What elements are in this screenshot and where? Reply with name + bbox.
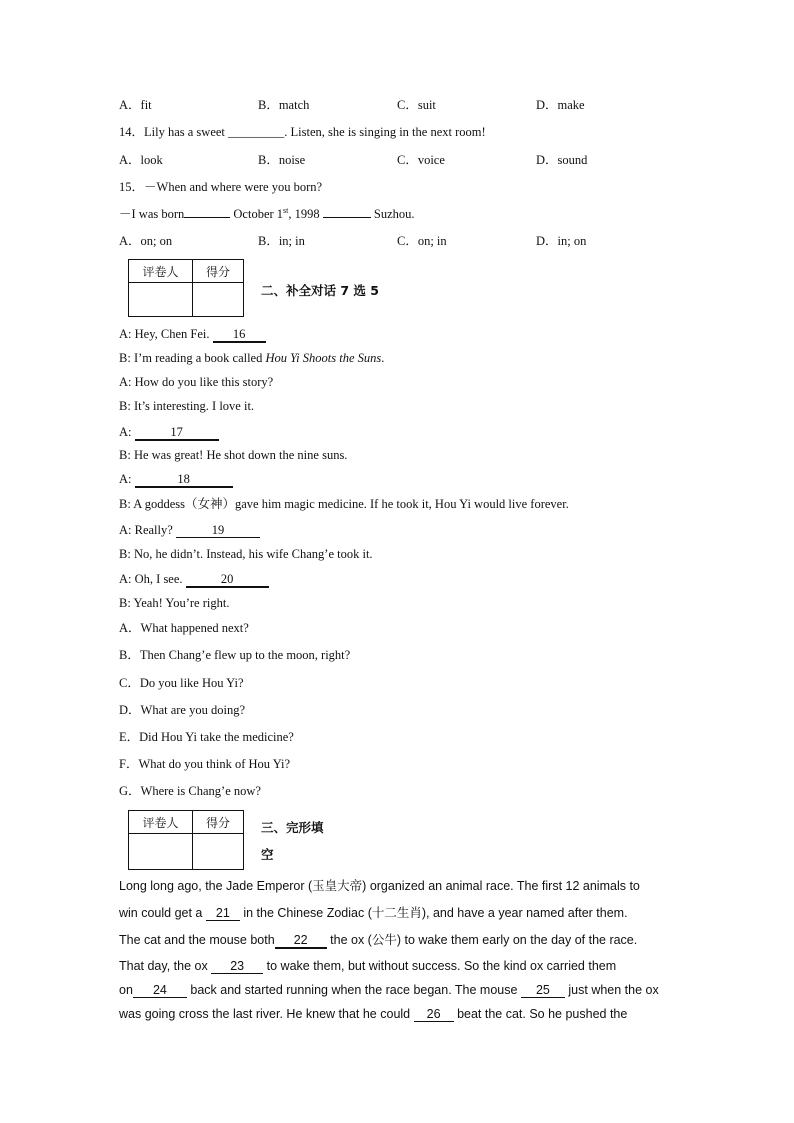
passage-line-2 [119, 905, 664, 921]
passage-text: win could get a [119, 906, 206, 920]
dialogue-text: Hey, Chen Fei. [134, 327, 213, 341]
passage-text: back and started running when the race began. The mouse [186, 983, 521, 997]
grader-cell [129, 283, 193, 317]
blank-18: 18 [135, 472, 233, 488]
q15-blank-1 [184, 217, 230, 218]
choice-b: B．Then Chang’e flew up to the moon, right? [119, 648, 351, 662]
passage-text: the ox (公牛) to wake them early on the day of the race. [326, 933, 638, 947]
q15-option-d: D．in; on [536, 234, 587, 248]
q15-option-a: A．on; on [119, 234, 173, 248]
dialogue-text: It’s interesting. I love it. [133, 399, 255, 413]
passage-text: was going cross the last river. He knew that he could [119, 1007, 414, 1021]
passage-text: beat the cat. So he pushed the [453, 1007, 628, 1021]
blank-16: 16 [213, 327, 266, 343]
passage-text: The cat and the mouse both [119, 933, 275, 947]
grader-cell [129, 834, 193, 870]
speaker: B: [119, 547, 131, 561]
passage-line-1: Long long ago, the Jade Emperor (玉皇大帝) organized an animal race. The first 12 animals to [119, 879, 640, 893]
speaker: B: [119, 448, 131, 462]
speaker: A: [119, 572, 132, 586]
q13-option-b: B．match [258, 98, 310, 112]
speaker: A: [119, 472, 132, 486]
dialogue-line-1 [119, 326, 266, 343]
q15-line2 [119, 206, 415, 222]
blank-26: 26 [414, 1007, 454, 1022]
dialogue-line-4 [119, 398, 254, 414]
grader-header: 评卷人 [129, 260, 193, 283]
passage-text: in the Chinese Zodiac (十二生肖), and have a year named after them. [239, 906, 628, 920]
choice-g: G．Where is Chang’e now? [119, 784, 261, 798]
passage-line-4 [119, 958, 664, 974]
section2-title: 二、补全对话 7 选 5 [261, 283, 379, 298]
passage-text: That day, the ox [119, 959, 212, 973]
score-cell [193, 283, 244, 317]
dialogue-line-9 [119, 522, 260, 538]
passage-text: just when the ox [564, 983, 659, 997]
dialogue-text: Really? [134, 523, 176, 537]
speaker: B: [119, 497, 131, 511]
dialogue-text: How do you like this story? [134, 375, 274, 389]
choice-a: A．What happened next? [119, 621, 249, 635]
score-header: 得分 [193, 260, 244, 283]
passage-text: on [119, 983, 133, 997]
dialogue-tail: . [381, 351, 385, 365]
q15-text-a: －I was born [119, 207, 185, 221]
choice-e: E．Did Hou Yi take the medicine? [119, 730, 294, 744]
blank-24: 24 [133, 983, 187, 998]
blank-22: 22 [275, 933, 327, 949]
speaker: B: [119, 399, 131, 413]
q13-option-a: A．fit [119, 98, 152, 112]
score-cell [193, 834, 244, 870]
dialogue-text: I’m reading a book called [133, 351, 266, 365]
score-table-section2 [128, 259, 244, 317]
blank-20: 20 [186, 572, 269, 588]
speaker: A: [119, 523, 132, 537]
q15-question: －When and where were you born? [144, 180, 323, 194]
blank-25: 25 [521, 983, 565, 998]
q14-option-b: B．noise [258, 153, 306, 167]
dialogue-line-10 [119, 546, 373, 562]
speaker: B: [119, 596, 131, 610]
dialogue-line-3 [119, 374, 273, 390]
book-title: Hou Yi Shoots the Suns [265, 351, 382, 365]
choice-c: C．Do you like Hou Yi? [119, 676, 244, 690]
dialogue-line-2 [119, 350, 384, 366]
speaker: A: [119, 375, 132, 389]
q15-text-c: , 1998 [288, 207, 323, 221]
q15-option-c: C．on; in [397, 234, 447, 248]
dialogue-line-12 [119, 595, 229, 611]
q15-sup: st [283, 206, 289, 215]
q14-option-c: C．voice [397, 153, 445, 167]
dialogue-line-7 [119, 471, 233, 488]
q14-text-before: Lily has a sweet [144, 125, 229, 139]
speaker: B: [119, 351, 131, 365]
speaker: A: [119, 327, 132, 341]
q15-text-d: Suzhou. [370, 207, 415, 221]
q14-option-d: D．sound [536, 153, 588, 167]
score-header: 得分 [193, 811, 244, 834]
grader-header: 评卷人 [129, 811, 193, 834]
dialogue-line-11 [119, 571, 269, 588]
choice-d: D．What are you doing? [119, 703, 246, 717]
passage-line-3 [119, 932, 664, 949]
blank-19: 19 [176, 523, 260, 538]
q15-blank-2 [323, 217, 371, 218]
score-table-section3 [128, 810, 244, 870]
q15-line1 [119, 179, 322, 195]
q14-stem [119, 124, 486, 140]
q14-option-a: A．look [119, 153, 163, 167]
section3-title-line2: 空 [261, 847, 274, 862]
speaker: A: [119, 425, 132, 439]
blank-21: 21 [206, 906, 240, 921]
q14-text-after: . Listen, she is singing in the next room! [284, 125, 486, 139]
dialogue-line-6 [119, 447, 347, 463]
choice-f: F．What do you think of Hou Yi? [119, 757, 291, 771]
dialogue-text: Oh, I see. [134, 572, 186, 586]
dialogue-text: Yeah! You’re right. [133, 596, 230, 610]
dialogue-text: A goddess（女神）gave him magic medicine. If he took it, Hou Yi would live forever. [133, 497, 569, 511]
passage-line-6 [119, 1006, 664, 1022]
q14-blank: _________ [228, 125, 285, 139]
dialogue-line-8 [119, 496, 569, 512]
q15-number: 15． [119, 180, 145, 194]
q15-text-b: October 1 [230, 207, 284, 221]
passage-line-5 [119, 982, 664, 998]
section3-title-line1: 三、完形填 [261, 820, 324, 835]
dialogue-text: No, he didn’t. Instead, his wife Chang’e took it. [133, 547, 373, 561]
q13-option-d: D．make [536, 98, 585, 112]
q13-option-c: C．suit [397, 98, 436, 112]
dialogue-text: He was great! He shot down the nine suns. [133, 448, 348, 462]
blank-17: 17 [135, 425, 219, 441]
q14-number: 14． [119, 125, 145, 139]
passage-text: to wake them, but without success. So the kind ox carried them [263, 959, 617, 973]
q15-option-b: B．in; in [258, 234, 305, 248]
dialogue-line-5 [119, 424, 219, 441]
blank-23: 23 [211, 959, 263, 974]
